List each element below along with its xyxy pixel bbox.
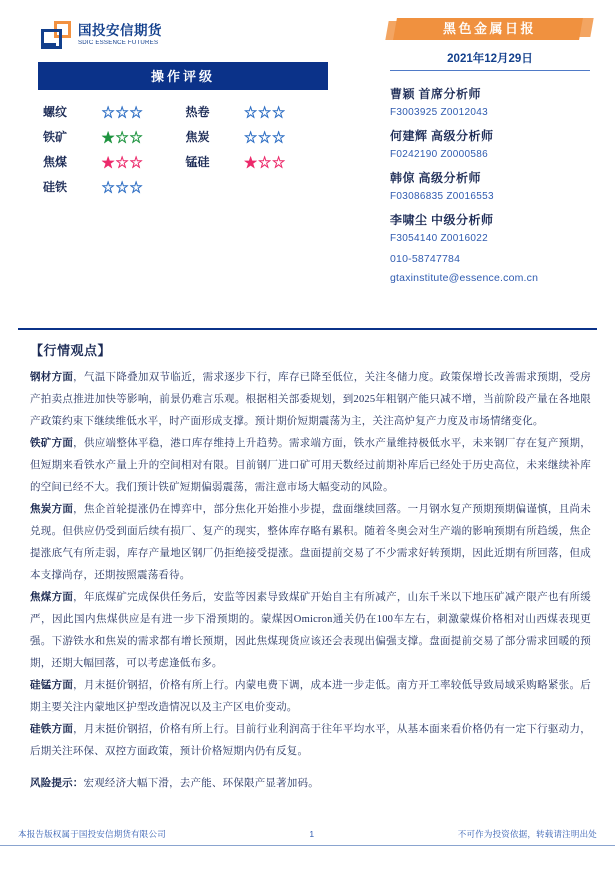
document-body xyxy=(18,340,597,795)
paragraph-lead-label: 硅铁方面 xyxy=(30,724,74,735)
rating-product-stars xyxy=(102,174,186,199)
rating-row xyxy=(38,174,328,199)
star-rating: ☆☆☆ xyxy=(101,105,144,120)
report-title: 黑色金属日报 xyxy=(442,21,536,36)
rating-product-stars xyxy=(244,124,328,149)
logo-name-en: SDIC ESSENCE FUTURES xyxy=(78,39,159,46)
paragraph-lead-label: 钢材方面 xyxy=(30,372,74,383)
paragraph-text: ，供应端整体平稳，港口库存维持上升趋势。需求端方面，铁水产量维持极低水平，未来钢厂存在复产预期，但短期来看铁水产量上升的空间相对有限。目前钢厂进口矿可用天数经过前期补库后已经处于历史高位，未来继续补库的空间已经不大。我们预计铁矿短期偏弱震荡，需注意市场大幅变动的风险。 xyxy=(30,438,591,493)
market-view-paragraph xyxy=(18,587,597,675)
logo-mark-icon xyxy=(41,21,71,49)
analyst-name: 韩倞 高级分析师 xyxy=(390,171,482,185)
analyst-entry xyxy=(390,169,600,202)
risk-warning-text: 宏观经济大幅下滑，去产能、环保限产显著加码。 xyxy=(83,778,319,789)
star-rating: ★☆☆ xyxy=(101,155,144,170)
rating-table-body xyxy=(38,99,328,199)
paragraph-text: ，气温下降叠加双节临近，需求逐步下行，库存已降至低位，关注冬储力度。政策保增长改善需求预期，受房产拍卖点推进加快等影响，前景仍难言乐观。根据相关部委规划，到2025年粗钢产能只减不增，当前阶段产量在各地限产政策约束下继续维低水平，时产面形成支撑。预计期价短期震荡为主，关注高炉复产力度及市场情绪变化。 xyxy=(30,372,591,427)
company-logo xyxy=(41,18,338,52)
analyst-license-code: F3054140 Z0016022 xyxy=(390,233,488,244)
star-rating: ★☆☆ xyxy=(101,130,144,145)
rating-product-name: 焦炭 xyxy=(185,130,210,144)
rating-product-stars xyxy=(102,124,186,149)
footer-page-number: 1 xyxy=(309,829,315,839)
paragraph-lead-label: 铁矿方面 xyxy=(30,438,74,449)
report-title-banner xyxy=(387,18,592,40)
rating-product-stars xyxy=(244,174,328,199)
header-right-column xyxy=(390,18,600,284)
rating-row xyxy=(38,124,328,149)
risk-warning-label: 风险提示： xyxy=(30,778,84,789)
rating-product-stars xyxy=(102,99,186,124)
market-view-paragraph xyxy=(18,499,597,587)
star-rating: ☆☆☆ xyxy=(244,130,287,145)
contact-phone: 010-58747784 xyxy=(390,253,461,265)
analyst-entry xyxy=(390,211,600,244)
rating-table xyxy=(38,99,328,199)
paragraph-text: ，年底煤矿完成保供任务后，安监等因素导致煤矿开始自主有所减产，山东千米以下地压矿减产限产也有所缓严，因此国内焦煤供应是有进一步下滑预期的。蒙煤因Omicron通关仍在100车左右，刺激蒙煤价格相对山西煤表现更强。下游铁水和焦炭的需求都有增长预期，因此焦煤现货应该还会表现出偏强支撑。盘面提前交易了部分需求回暖的预期，还期大幅回落，可以考虑逢低布多。 xyxy=(30,592,591,669)
section-title-market-view: 【行情观点】 xyxy=(30,343,112,358)
analyst-license-code: F0242190 Z0000586 xyxy=(390,149,488,160)
star-rating: ☆☆☆ xyxy=(101,180,144,195)
analyst-name: 曹颖 首席分析师 xyxy=(390,87,482,101)
analyst-entry xyxy=(390,127,600,160)
analyst-name: 何建辉 高级分析师 xyxy=(390,129,494,143)
market-view-paragraph xyxy=(18,675,597,719)
analyst-name: 李啸尘 中级分析师 xyxy=(390,213,494,227)
footer-disclaimer: 不可作为投资依据，转载请注明出处 xyxy=(457,829,597,839)
document-header xyxy=(0,0,615,330)
paragraph-lead-label: 焦煤方面 xyxy=(30,592,74,603)
logo-wordmark xyxy=(78,24,162,46)
rating-product-name: 锰硅 xyxy=(185,155,210,169)
analyst-entry xyxy=(390,85,600,118)
footer-divider xyxy=(0,845,615,846)
rating-product-stars xyxy=(244,149,328,174)
analyst-list xyxy=(390,85,600,244)
star-rating: ☆☆☆ xyxy=(244,105,287,120)
paragraph-text: ，焦企首轮提涨仍在博弈中，部分焦化开始推小步提，盘面继续回落。一月钢水复产预期预期偏谨慎，且尚未兑现。但供应仍受到面后续有损厂、复产的现实，整体库存略有累积。随着冬奥会对生产端的影响预期有所趋缓，焦企提涨底气有所走弱，库存产量地区钢厂仍拒绝接受提涨。盘面提前交易了不少需求好转预期，因此近期有所回落，但成本支撑尚存，还期按照震荡看待。 xyxy=(30,504,591,581)
star-rating: ★☆☆ xyxy=(244,155,287,170)
rating-product-stars xyxy=(244,99,328,124)
rating-product-name xyxy=(185,174,244,199)
report-date: 2021年12月29日 xyxy=(447,53,533,65)
document-footer xyxy=(18,828,597,840)
rating-product-name: 热卷 xyxy=(185,105,210,119)
header-body-divider xyxy=(18,328,597,330)
rating-product-stars xyxy=(102,149,186,174)
paragraph-lead-label: 硅锰方面 xyxy=(30,680,74,691)
risk-warning xyxy=(18,773,597,795)
analyst-license-code: F03086835 Z0016553 xyxy=(390,191,494,202)
market-view-paragraph xyxy=(18,719,597,763)
rating-panel-header: 操作评级 xyxy=(38,62,328,90)
contact-email[interactable]: gtaxinstitute@essence.com.cn xyxy=(390,272,539,284)
paragraph-lead-label: 焦炭方面 xyxy=(30,504,74,515)
market-view-paragraph xyxy=(18,367,597,433)
rating-product-name: 焦煤 xyxy=(43,155,68,169)
footer-copyright: 本报告版权属于国投安信期货有限公司 xyxy=(18,829,166,839)
paragraph-text: ，月末挺价钢招，价格有所上行。内蒙电费下调，成本进一步走低。南方开工率较低导致局域采购略紧张。后期主要关注内蒙地区护型改造情况以及主产区电价变动。 xyxy=(30,680,591,713)
rating-row xyxy=(38,149,328,174)
logo-name-cn: 国投安信期货 xyxy=(78,23,162,39)
paragraph-list xyxy=(18,367,597,763)
market-view-paragraph xyxy=(18,433,597,499)
logo-blue-bar-icon xyxy=(42,43,56,48)
header-left-column xyxy=(38,18,338,199)
date-divider xyxy=(390,70,590,71)
rating-product-name: 铁矿 xyxy=(43,130,68,144)
rating-row xyxy=(38,99,328,124)
analyst-license-code: F3003925 Z0012043 xyxy=(390,107,488,118)
rating-product-name: 硅铁 xyxy=(43,180,68,194)
rating-product-name: 螺纹 xyxy=(43,105,68,119)
paragraph-text: ，月末挺价钢招，价格有所上行。目前行业利润高于往年平均水平，从基本面来看价格仍有一定下行驱动力，后期关注环保、双控方面政策，预计价格短期内仍有反复。 xyxy=(30,724,591,757)
